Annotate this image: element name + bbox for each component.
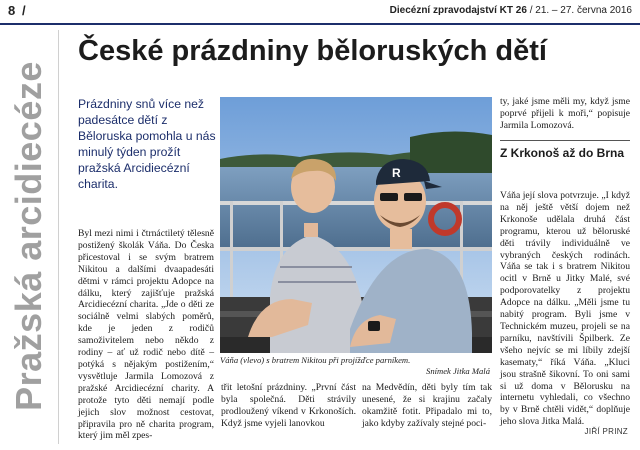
article-column-2: třit letošní prázdniny. „První část byla společná. Děti strávily prodloužený víkend v Krkonoších. Když jsme vyjeli lanovkou bbox=[221, 382, 356, 429]
caption-text: Váňa (vlevo) s bratrem Nikitou při projížďce parníkem. bbox=[220, 355, 411, 365]
section-label bbox=[4, 30, 54, 442]
page-separator: / bbox=[22, 3, 26, 18]
photo-boat-brothers bbox=[220, 97, 492, 353]
article-column-4-top: ty, jaké jsme měli my, když jsme poprvé přijeli k moři,“ popisuje Jarmila Lomozová. bbox=[500, 96, 630, 131]
article-author: JIŘÍ PRINZ bbox=[584, 427, 628, 436]
article-subhead: Z Krkonoš až do Brna bbox=[500, 146, 625, 160]
article-column-1: Byl mezi nimi i čtrnáctiletý tělesně postižený školák Váňa. Do Česka přicestoval i se svým bratrem Nikitou a dalšími dvaapadesáti dětmi v rámci projektu Adopce na dálku, který zajišťuje pražská Arcidiecézní charita. „Jde o děti ze sociálně velmi slabých poměrů, kde je jeden z rodičů samoživitelem nebo někdo z rodiny – ať už rodič nebo dítě – potýká s nějakým postižením,“ vysvětluje Jarmila Lomozová z pražské Arcidiecézní charity. A protože tyto děti nemají podle jejich slov možnost cestovat, připravila pro ně charita program, který jim měl zpes- bbox=[78, 228, 214, 442]
article-column-4: Váňa její slova potvrzuje. „I když na něj ještě větší dojem než Krkonoše udělala druhá část programu, kterou už běloruské děti trávily individuálně ve vybraných českých rodinách. Váňa se tak i s bratrem Nikitou ocitl v Brně u Jitky Malé, své podporovatelky z projektu Adopce na dálku. „Měli jsme tu nabitý program. Byli jsme v Technickém muzeu, projeli se na parníku, navštívili Špilberk. Ze všeho nejvíc se mi líbily zdejší kasematy,“ říká Váňa. „Kluci jsou strašně šikovní. To oni sami si už doma v Bělorusku na internetu vyhledali, co všechno by v Brně chtěli vidět,“ doplňuje jeho slova Jitka Malá. bbox=[500, 190, 630, 428]
subhead-rule bbox=[500, 140, 630, 141]
article-column-3: na Medvědín, děti byly tím tak unesené, že si krajinu začaly okamžitě fotit. Připadalo mi to, jako kdyby zažívaly stejné poci- bbox=[362, 382, 492, 429]
page-header bbox=[0, 0, 640, 24]
page-number: 8 bbox=[8, 3, 16, 18]
article-lead: Prázdniny snů více než padesátce dětí z Běloruska pomohla u nás minulý týden prožít pražská Arcidiecézní charita. bbox=[78, 97, 216, 191]
photo-credit: Snímek Jitka Malá bbox=[426, 366, 490, 376]
section-label-text: Pražská arcidiecéze bbox=[8, 61, 49, 411]
section-divider bbox=[58, 30, 59, 444]
issue-info bbox=[390, 5, 632, 16]
cap-letter: R bbox=[392, 166, 401, 180]
header-rule bbox=[0, 23, 640, 25]
article-photo bbox=[220, 97, 492, 353]
publication-name: Diecézní zpravodajství KT 26 bbox=[389, 5, 527, 16]
article-headline: České prázdniny běloruských dětí bbox=[78, 35, 547, 67]
issue-date: / 21. – 27. června 2016 bbox=[526, 5, 632, 16]
